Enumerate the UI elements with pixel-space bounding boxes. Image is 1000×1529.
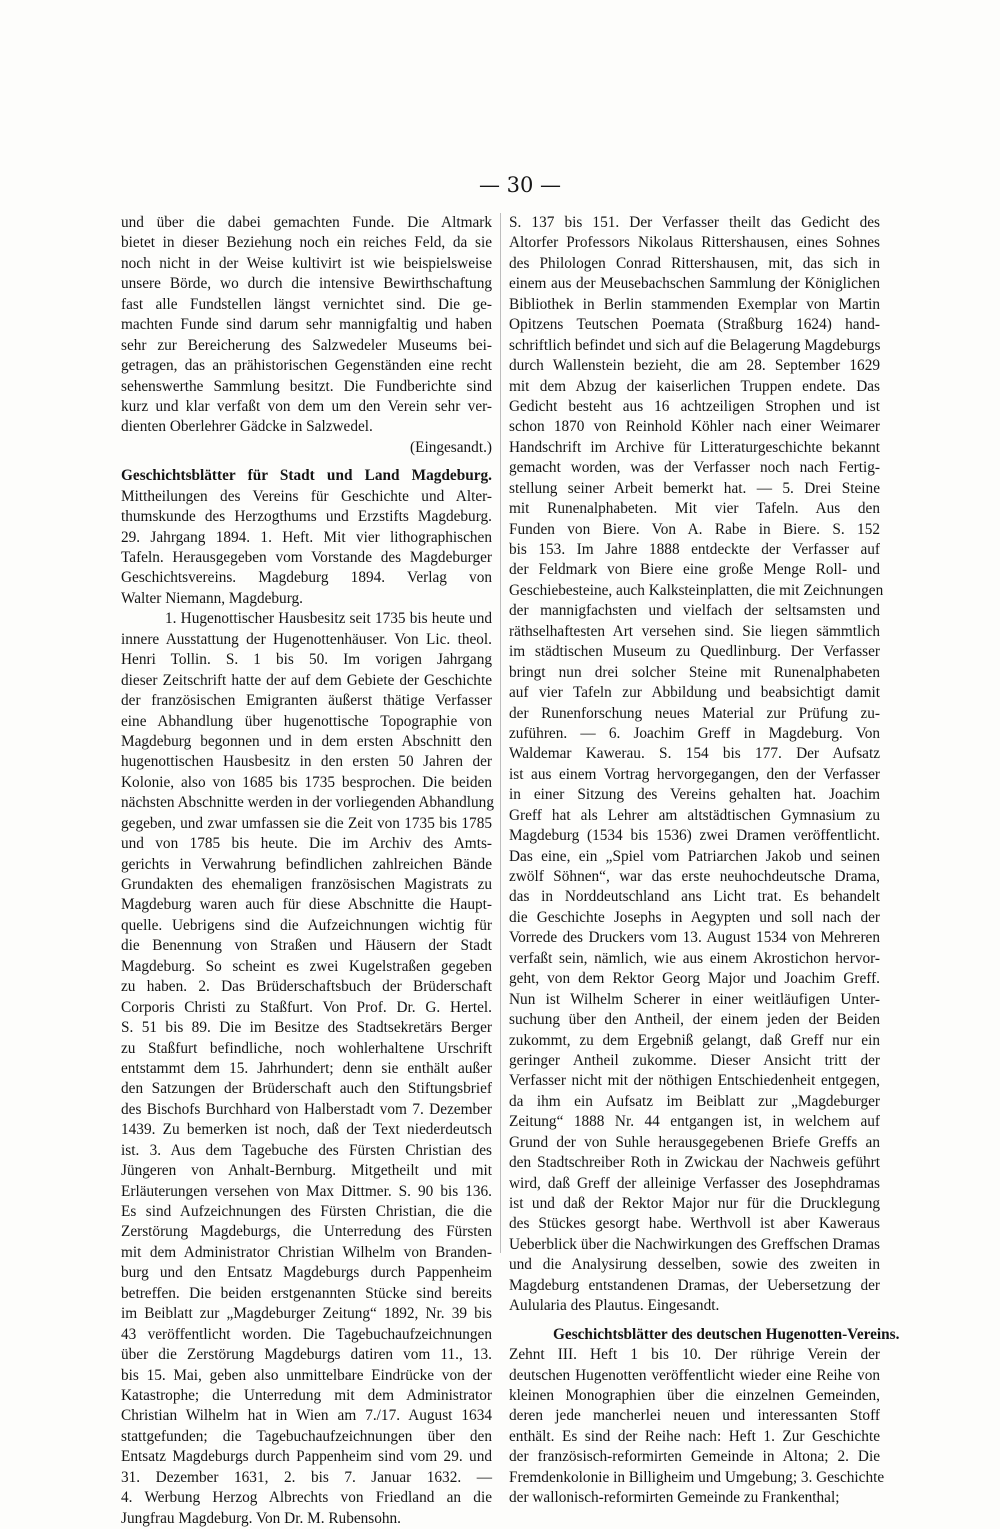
- text-line: Katastrophe; die Unterredung mit dem Administrator: [121, 1386, 492, 1404]
- text-line: innere Ausstattung der Hugenottenhäuser. Von Lic. theol.: [121, 630, 492, 648]
- text-line: verfaßt sein, nämlich, wie aus einem Akrostichon hervor-: [509, 949, 880, 967]
- text-line: Geschichtsblätter des deutschen Hugenotten-Vereins.: [553, 1325, 900, 1343]
- text-line: gemacht worden, was der Verfasser noch nach Fertig-: [509, 459, 880, 477]
- text-line: der französisch-reformirten Gemeinde in Altona; 2. Die: [509, 1448, 880, 1466]
- text-line: mit dem Abzug der kaiserlichen Truppen endete. Das: [509, 377, 880, 395]
- text-line: machten Funde sind darum sehr mannigfaltig und haben: [121, 316, 492, 334]
- text-line: kleinen Monographien über die einzelnen Gemeinden,: [509, 1386, 880, 1404]
- text-line: Henri Tollin. S. 1 bis 50. Im vorigen Jahrgang: [121, 651, 492, 669]
- text-line: im städtischen Museum zu Quedlinburg. Der Verfasser: [509, 643, 880, 661]
- text-line: die Geschichte Josephs in Aegypten und soll nach der: [509, 908, 880, 926]
- text-line: des Bischofs Burchhard von Halberstadt vom 7. Dezember: [121, 1100, 492, 1118]
- text-line: im Beiblatt zur „Magdeburger Zeitung“ 1892, Nr. 39 bis: [121, 1305, 492, 1323]
- text-line: Opitzens Teutschen Poemata (Straßburg 1624) hand-: [509, 316, 880, 334]
- text-line: 1439. Zu bemerken ist noch, daß der Text niederdeutsch: [121, 1121, 492, 1139]
- text-line: und von 1785 bis heute. Die im Archiv des Amts-: [121, 835, 492, 853]
- text-line: Entsatz Magdeburgs durch Pappenheim sind vom 29. und: [121, 1448, 492, 1466]
- page-number: — 30 —: [478, 173, 562, 197]
- text-line: hugenottischen Hausbesitz in den ersten 50 Jahren der: [121, 753, 492, 771]
- text-line: und über die dabei gemachten Funde. Die Altmark: [121, 214, 492, 231]
- text-line: enthält. Es sind der Reihe nach: Heft 1. Zur Geschichte: [509, 1427, 880, 1445]
- text-line: Fremdenkolonie in Billigheim und Umgebung; 3. Geschichte: [509, 1468, 885, 1486]
- text-line: durch Wallenstein bezieht, die am 28. September 1629: [509, 357, 880, 375]
- text-line: Grundakten des ehemaligen französischen Magistrats zu: [121, 876, 492, 893]
- text-line: Jüngeren von Anhalt-Bernburg. Mitgetheilt und mit: [121, 1162, 492, 1180]
- text-line: und die Analysirung desselben, sowie des zweiten in: [509, 1256, 880, 1274]
- text-line: suchung über den Antheil, der einem jeden der Beiden: [509, 1011, 880, 1029]
- text-line: 29. Jahrgang 1894. 1. Heft. Mit vier lithographischen: [121, 528, 492, 546]
- text-line: der Feldmark von Biere eine große Menge Roll- und: [509, 561, 880, 579]
- text-line: Jungfrau Magdeburg. Von Dr. M. Rubensohn.: [121, 1509, 402, 1527]
- text-line: bis 153. Im Jahre 1888 entdeckte der Verfasser auf: [509, 541, 880, 558]
- text-line: fast alle Fundstellen längst vernichtet sind. Die ge-: [121, 295, 492, 313]
- text-line: Zerstörung Magdeburgs, die Unterredung des Fürsten: [121, 1223, 492, 1241]
- text-line: entstammt dem 15. Jahrhundert; denn sie enthält außer: [121, 1059, 492, 1077]
- text-line: über die Zerstörung Magdeburgs datiren vom 11., 13.: [121, 1346, 492, 1364]
- text-line: 1. Hugenottischer Hausbesitz seit 1735 bis heute und: [165, 610, 492, 628]
- text-line: sehr zur Bereicherung des Salzwedeler Museums bei-: [121, 336, 492, 354]
- text-line: Funden von Biere. Von A. Rabe in Biere. S. 152: [509, 520, 880, 538]
- text-line: Nun ist Wilhelm Scherer in einer weitläufigen Unter-: [509, 990, 880, 1008]
- text-line: Erläuterungen versehen von Max Dittmer. S. 90 bis 136.: [121, 1182, 492, 1200]
- text-line: nächsten Abschnitte werden in der vorliegenden Abhandlung: [121, 794, 494, 812]
- text-line: noch nicht in der Weise kultivirt ist wie beispielsweise: [121, 254, 492, 272]
- text-line: des Stückes gesorgt habe. Werthvoll ist aber Kaweraus: [509, 1215, 880, 1233]
- text-line: eine Abhandlung über hugenottische Topographie von: [121, 712, 492, 730]
- text-line: Gedicht besteht aus 16 achtzeiligen Strophen und ist: [509, 397, 880, 415]
- text-line: S. 51 bis 89. Die im Besitze des Stadtsekretärs Berger: [121, 1019, 492, 1037]
- text-line: der mannigfachsten und vielfach der seltsamsten und: [509, 602, 880, 620]
- text-line: gegeben, und zwar umfassen sie die Zeit von 1735 bis 1785: [121, 814, 492, 832]
- text-line: auf vier Tafeln zur Abbildung und beabsichtigt damit: [509, 684, 880, 702]
- text-line: Zeitung“ 1888 Nr. 44 entgangen ist, in welchem auf: [509, 1113, 880, 1131]
- text-line: des Philologen Conrad Rittershausen, mit, das sich in: [509, 254, 880, 272]
- text-line: einem aus der Meusebachschen Sammlung der Königlichen: [509, 275, 880, 293]
- text-line: (Eingesandt.): [410, 438, 492, 456]
- left-column: [121, 213, 494, 1527]
- text-line: Mittheilungen des Vereins für Geschichte und Alter-: [121, 487, 492, 505]
- text-line: bringt nun drei solcher Steine mit Runenalphabeten: [509, 663, 880, 681]
- text-line: Walter Niemann, Magdeburg.: [121, 589, 303, 607]
- text-line: Magdeburg (1534 bis 1536) zwei Dramen veröffentlicht.: [509, 827, 880, 845]
- text-line: Handschrift im Archive für Litteraturgeschichte bekannt: [509, 438, 880, 456]
- text-line: Magdeburg. So scheint es zwei Kugelstraßen gegeben: [121, 957, 492, 975]
- text-line: getragen, das an prähistorischen Gegenständen eine recht: [121, 357, 492, 375]
- text-line: 31. Dezember 1631, 2. bis 7. Januar 1632. —: [121, 1468, 492, 1486]
- right-column: [509, 213, 900, 1507]
- text-line: Magdeburg entstandenen Dramas, der Uebersetzung der: [509, 1276, 880, 1294]
- text-line: deutschen Hugenotten veröffentlicht wieder eine Reihe von: [509, 1366, 880, 1384]
- text-line: stellung seiner Arbeit bemerkt hat. — 5. Drei Steine: [509, 479, 880, 497]
- text-line: dienten Oberlehrer Gädcke in Salzwedel.: [121, 418, 373, 436]
- text-line: unsere Börde, wo durch die intensive Bewirthschaftung: [121, 275, 492, 293]
- text-line: zwölf Söhnen“, war das erste neuhochdeutsche Drama,: [509, 868, 880, 885]
- text-line: Christian Wilhelm hat in Wien am 7./17. August 1634: [121, 1407, 492, 1425]
- text-line: Ueberblick über die Nachwirkungen des Greffschen Dramas: [509, 1235, 880, 1253]
- text-line: betreffen. Die beiden erstgenannten Stücke sind bereits: [121, 1284, 492, 1302]
- text-line: da ihm ein Aufsatz im Beiblatt zur „Magdeburger: [509, 1092, 880, 1110]
- text-line: Aulularia des Plautus. Eingesandt.: [509, 1297, 720, 1315]
- text-line: burg und den Entsatz Magdeburgs durch Pappenheim: [121, 1264, 492, 1282]
- text-line: 4. Werbung Herzog Albrechts von Friedland an die: [121, 1489, 492, 1507]
- text-line: Es sind Aufzeichnungen des Fürsten Christian, die die: [121, 1203, 492, 1220]
- text-line: den Stadtschreiber Roth in Zwickau der Nachweis geführt: [509, 1154, 880, 1172]
- text-line: Corporis Christi zu Staßfurt. Von Prof. Dr. G. Hertel.: [121, 998, 492, 1016]
- text-line: Geschichtsblätter für Stadt und Land Magdeburg.: [121, 467, 492, 485]
- text-line: dieser Zeitschrift hatte der auf dem Gebiete der Geschichte: [121, 671, 492, 689]
- text-line: ist. 3. Aus dem Tagebuche des Fürsten Christian des: [121, 1141, 492, 1159]
- text-line: der Runenforschung neues Material zur Prüfung zu-: [509, 704, 880, 722]
- text-line: räthselhaftesten Art versehen sind. Sie liegen sämmtlich: [509, 622, 880, 640]
- text-line: quelle. Uebrigens sind die Aufzeichnungen wichtig für: [121, 916, 492, 934]
- text-line: der wallonisch-reformirten Gemeinde zu Frankenthal;: [509, 1489, 840, 1507]
- text-line: Magdeburg begonnen und in dem ersten Abschnitt den: [121, 732, 492, 750]
- text-line: Waldemar Kawerau. S. 154 bis 177. Der Aufsatz: [509, 745, 880, 763]
- text-line: zu haben. 2. Das Brüderschaftsbuch der Brüderschaft: [121, 978, 492, 996]
- text-line: ist und daß der Rektor Major nur für die Drucklegung: [509, 1195, 880, 1212]
- text-line: Geschiebesteine, auch Kalksteinplatten, die mit Zeichnungen: [509, 581, 884, 599]
- text-line: bis 15. Mai, geben also unmittelbare Eindrücke von der: [121, 1366, 492, 1384]
- column-divider: [500, 213, 501, 1253]
- text-line: kurz und klar verfaßt von dem um den Verein sehr ver-: [121, 397, 492, 415]
- text-line: sehenswerthe Sammlung besitzt. Die Fundberichte sind: [121, 377, 492, 395]
- text-line: Grund der von Suhle herausgegebenen Briefe Greffs an: [509, 1133, 880, 1151]
- text-line: in einer Sitzung des Vereins gehalten hat. Joachim: [509, 786, 880, 804]
- text-line: mit Runenalphabeten. Mit vier Tafeln. Aus den: [509, 500, 880, 518]
- text-line: Kolonie, also von 1685 bis 1735 besprochen. Die beiden: [121, 773, 492, 791]
- text-line: geringer Antheil zukomme. Dieser Ansicht tritt der: [509, 1051, 880, 1069]
- text-line: Geschichtsvereins. Magdeburg 1894. Verlag von: [121, 569, 492, 587]
- text-line: Altorfer Professors Nikolaus Rittershausen, eines Sohnes: [509, 234, 880, 252]
- text-line: Greff hat als Lehrer am altstädtischen Gymnasium zu: [509, 806, 880, 824]
- text-line: deren jede mancherlei neuen und interessanten Stoff: [509, 1407, 880, 1425]
- text-line: ist aus einem Vortrag hervorgegangen, den der Verfasser: [509, 765, 880, 783]
- text-line: die Benennung von Straßen und Häusern der Stadt: [121, 937, 492, 955]
- text-line: gerichts in Verwahrung befindlichen zahlreichen Bände: [121, 855, 492, 873]
- text-line: das in Norddeutschland ans Licht trat. Es behandelt: [509, 888, 880, 906]
- text-line: Verfasser nicht mit der nöthigen Entschiedenheit entgegen,: [509, 1072, 880, 1090]
- text-line: Vorrede des Druckers vom 13. August 1534 von Mehreren: [509, 929, 880, 947]
- text-line: Bibliothek in Berlin stammenden Exemplar von Martin: [509, 295, 880, 313]
- text-line: schriftlich befindet und sich auf die Belagerung Magdeburgs: [509, 336, 881, 354]
- text-line: stattgefunden; die Tagebuchaufzeichnungen über den: [121, 1427, 492, 1445]
- text-line: Magdeburg waren auch für diese Abschnitte die Haupt-: [121, 896, 492, 914]
- text-line: zu Staßfurt befindliche, noch wohlerhaltene Urschrift: [121, 1039, 492, 1057]
- text-line: Das eine, ein „Spiel vom Patriarchen Jakob und seinen: [509, 847, 880, 865]
- text-line: 43 veröffentlicht worden. Die Tagebuchaufzeichnungen: [121, 1325, 492, 1343]
- text-line: den Satzungen der Brüderschaft auch den Stiftungsbrief: [121, 1080, 492, 1098]
- text-line: Zehnt III. Heft 1 bis 10. Der rührige Verein der: [509, 1346, 880, 1364]
- text-line: thumskunde des Herzogthums und Erzstifts Magdeburg.: [121, 508, 492, 526]
- text-line: geht, von dem Rektor Georg Major und Joachim Greff.: [509, 970, 880, 988]
- text-line: zuführen. — 6. Joachim Greff in Magdeburg. Von: [509, 724, 880, 742]
- text-line: bietet in dieser Beziehung noch ein reiches Feld, da sie: [121, 234, 492, 252]
- text-line: zukommt, zu dem Ergebniß gelangt, daß Greff nur ein: [509, 1031, 880, 1049]
- text-line: S. 137 bis 151. Der Verfasser theilt das Gedicht des: [509, 214, 880, 231]
- text-line: mit dem Administrator Christian Wilhelm von Branden-: [121, 1243, 492, 1261]
- text-line: schon 1870 von Reinhold Köhler nach einer Weimarer: [509, 418, 880, 436]
- text-line: der französischen Emigranten äußerst thätige Verfasser: [121, 692, 492, 710]
- text-line: wird, daß Greff der alleinige Verfasser des Josephdramas: [509, 1174, 880, 1192]
- text-line: Tafeln. Herausgegeben vom Vorstande des Magdeburger: [121, 549, 492, 566]
